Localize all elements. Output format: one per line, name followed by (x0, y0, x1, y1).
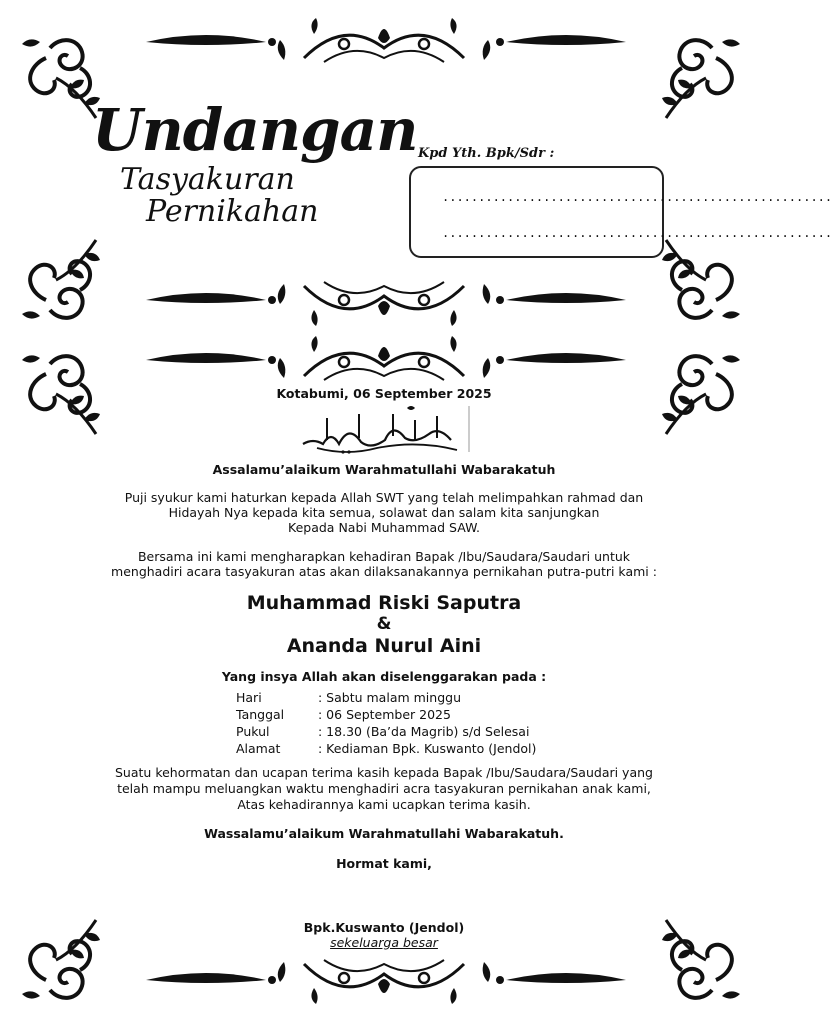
detail-row-address (236, 740, 536, 757)
detail-row-time (236, 723, 536, 740)
detail-row-date (236, 706, 536, 723)
event-details (236, 689, 536, 757)
letter-top-bar-right (496, 350, 626, 370)
bismillah-calligraphy-icon (297, 402, 473, 458)
corner-ornament-top-right (632, 28, 742, 138)
place-date: Kotabumi, 06 September 2025 (276, 386, 492, 401)
detail-value: : 06 September 2025 (318, 707, 451, 722)
invitation-subtitle-1: Tasyakuran (120, 162, 295, 197)
signer-subtitle: sekeluarga besar (330, 935, 438, 950)
header-bottom-bar-left (146, 290, 276, 310)
detail-value: : Kediaman Bpk. Kuswanto (Jendol) (318, 741, 537, 756)
paragraph-3-line-2: telah mampu meluangkan waktu menghadiri acra tasyakuran pernikahan anak kami, (117, 781, 651, 796)
letter-top-center-ornament (264, 336, 504, 386)
bottom-bar-left (146, 970, 276, 990)
paragraph-1-line-2: Hidayah Nya kepada kita semua, solawat dan salam kita sanjungkan (168, 505, 600, 520)
detail-value: : Sabtu malam minggu (318, 690, 461, 705)
event-intro: Yang insya Allah akan diselenggarakan pada : (221, 669, 547, 684)
recipient-label: Kpd Yth. Bpk/Sdr : (418, 146, 555, 161)
closing-greeting: Wassalamu’alaikum Warahmatullahi Wabarakatuh. (204, 826, 564, 841)
invitation-title: Undangan (92, 96, 418, 164)
regards: Hormat kami, (336, 856, 432, 871)
detail-value: : 18.30 (Ba’da Magrib) s/d Selesai (318, 724, 530, 739)
detail-label: Alamat (236, 741, 281, 756)
detail-label: Hari (236, 690, 262, 705)
paragraph-1-line-3: Kepada Nabi Muhammad SAW. (288, 520, 480, 535)
header-bottom-center-ornament (264, 272, 504, 322)
paragraph-1-line-1: Puji syukur kami haturkan kepada Allah SWT yang telah melimpahkan rahmad dan (124, 490, 644, 505)
groom-name: Muhammad Riski Saputra (246, 592, 522, 614)
detail-label: Tanggal (236, 707, 285, 722)
top-bar-ornament-left (146, 32, 276, 52)
paragraph-2-line-1: Bersama ini kami mengharapkan kehadiran Bapak /Ibu/Saudara/Saudari untuk (137, 549, 631, 564)
paragraph-2-line-2: menghadiri acara tasyakuran atas akan dilaksanakannya pernikahan putra-putri kami : (111, 564, 657, 579)
paragraph-3-line-1: Suatu kehormatan dan ucapan terima kasih kepada Bapak /Ibu/Saudara/Saudari yang (115, 765, 653, 780)
signer-name: Bpk.Kuswanto (Jendol) (303, 920, 465, 935)
detail-row-day (236, 689, 536, 706)
signer-sub-wrapper (0, 935, 768, 950)
paragraph-3-line-3: Atas kehadirannya kami ucapkan terima kasih. (237, 797, 531, 812)
letter-top-bar-left (146, 350, 276, 370)
detail-label: Pukul (236, 724, 270, 739)
top-center-ornament (264, 18, 504, 68)
ampersand: & (376, 614, 392, 634)
invitation-subtitle-2: Pernikahan (146, 194, 319, 229)
bride-name: Ananda Nurul Aini (286, 635, 482, 657)
bottom-center-ornament (264, 950, 504, 1000)
greeting: Assalamu’alaikum Warahmatullahi Wabarakatuh (212, 462, 556, 477)
bottom-bar-right (496, 970, 626, 990)
corner-ornament-mid-left (20, 210, 130, 320)
recipient-line-1: ...................................................... (442, 190, 832, 204)
header-bottom-bar-right (496, 290, 626, 310)
top-bar-ornament-right (496, 32, 626, 52)
recipient-line-2: ...................................................... (442, 226, 832, 240)
recipient-box (409, 166, 832, 258)
